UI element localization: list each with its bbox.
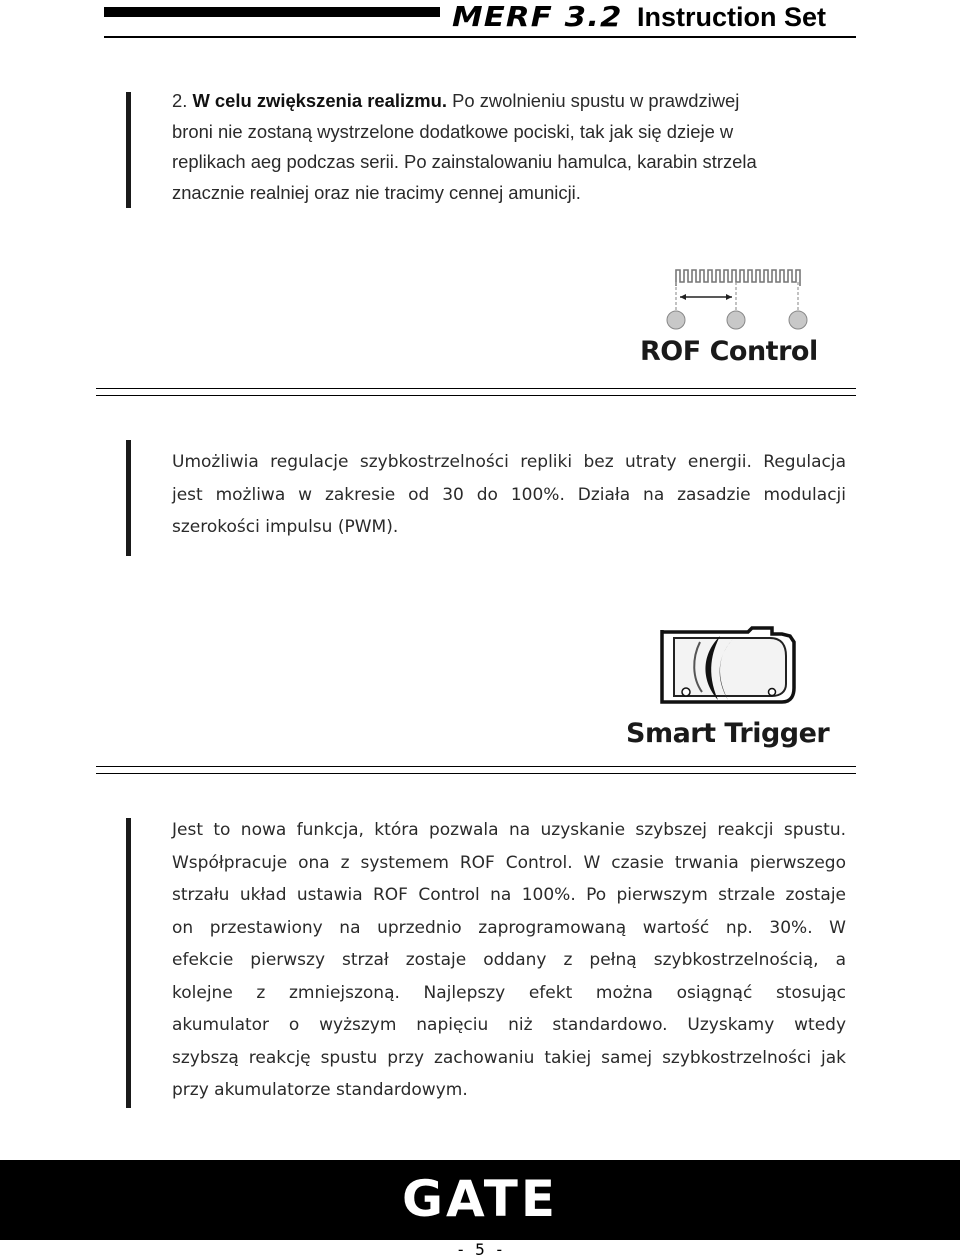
section-title: W celu zwiększenia realizmu.	[192, 90, 447, 111]
section-marker-bar	[126, 440, 131, 556]
paragraph-line: akumulator o wyższym napięciu niż standardowo. Uzyskamy wtedy	[172, 1015, 846, 1035]
rof-control-illustration	[640, 264, 840, 374]
rof-control-paragraph	[172, 446, 846, 544]
pwm-pulse-icon	[640, 264, 840, 334]
header-rule	[104, 36, 856, 38]
paragraph-line: Umożliwia regulacje szybkostrzelności repliki bez utraty energii. Regulacja	[172, 452, 846, 472]
section-divider	[96, 388, 856, 396]
section-divider	[96, 766, 856, 774]
product-model: MERF 3.2	[452, 0, 623, 33]
paragraph-line	[172, 86, 846, 117]
paragraph-line: Współpracuje ona z systemem ROF Control. W czasie trwania pierwszego	[172, 852, 846, 873]
paragraph-line: efekcie pierwszy strzał zostaje oddany z pełną szybkostrzelnością, a	[172, 950, 846, 970]
smart-trigger-paragraph	[172, 814, 846, 1107]
page-number: - 5 -	[455, 1240, 505, 1258]
trigger-icon	[622, 622, 842, 712]
paragraph-line-text: Po zwolnieniu spustu w prawdziwej	[452, 90, 740, 111]
header-bar	[104, 7, 440, 17]
smart-trigger-label: Smart Trigger	[626, 718, 830, 749]
paragraph-line: przy akumulatorze standardowym.	[172, 1080, 468, 1100]
section-marker-bar	[126, 92, 131, 208]
paragraph-line: jest możliwa w zakresie od 30 do 100%. Działa na zasadzie modulacji	[172, 484, 846, 505]
footer-banner	[0, 1160, 960, 1240]
paragraph-line: szerokości impulsu (PWM).	[172, 517, 399, 537]
document-header	[452, 0, 856, 34]
paragraph-line: on przestawiony na uprzednio zaprogramowaną wartość np. 30%. W	[172, 917, 846, 938]
paragraph-line: szybszą reakcję spustu przy zachowaniu takiej samej szybkostrzelności jak	[172, 1047, 846, 1068]
paragraph-line: broni nie zostaną wystrzelone dodatkowe pociski, tak jak się dzieje w	[172, 120, 734, 142]
brand-logo: GATE	[401, 1170, 559, 1228]
paragraph-line: Jest to nowa funkcja, która pozwala na uzyskanie szybszej reakcji spustu.	[172, 820, 846, 840]
smart-trigger-illustration	[622, 622, 842, 756]
realism-paragraph	[172, 86, 846, 208]
paragraph-line: strzału układ ustawia ROF Control na 100%. Po pierwszym strzale zostaje	[172, 885, 846, 905]
paragraph-line: replikach aeg podczas serii. Po zainstalowaniu hamulca, karabin strzela	[172, 151, 757, 173]
section-number: 2.	[172, 90, 188, 111]
document-type: Instruction Set	[637, 2, 827, 32]
section-marker-bar	[126, 818, 131, 1108]
paragraph-line: znacznie realniej oraz nie tracimy cennej amunicji.	[172, 181, 581, 203]
paragraph-line: kolejne z zmniejszoną. Najlepszy efekt można osiągnąć stosując	[172, 982, 846, 1003]
rof-control-label: ROF Control	[640, 336, 818, 367]
